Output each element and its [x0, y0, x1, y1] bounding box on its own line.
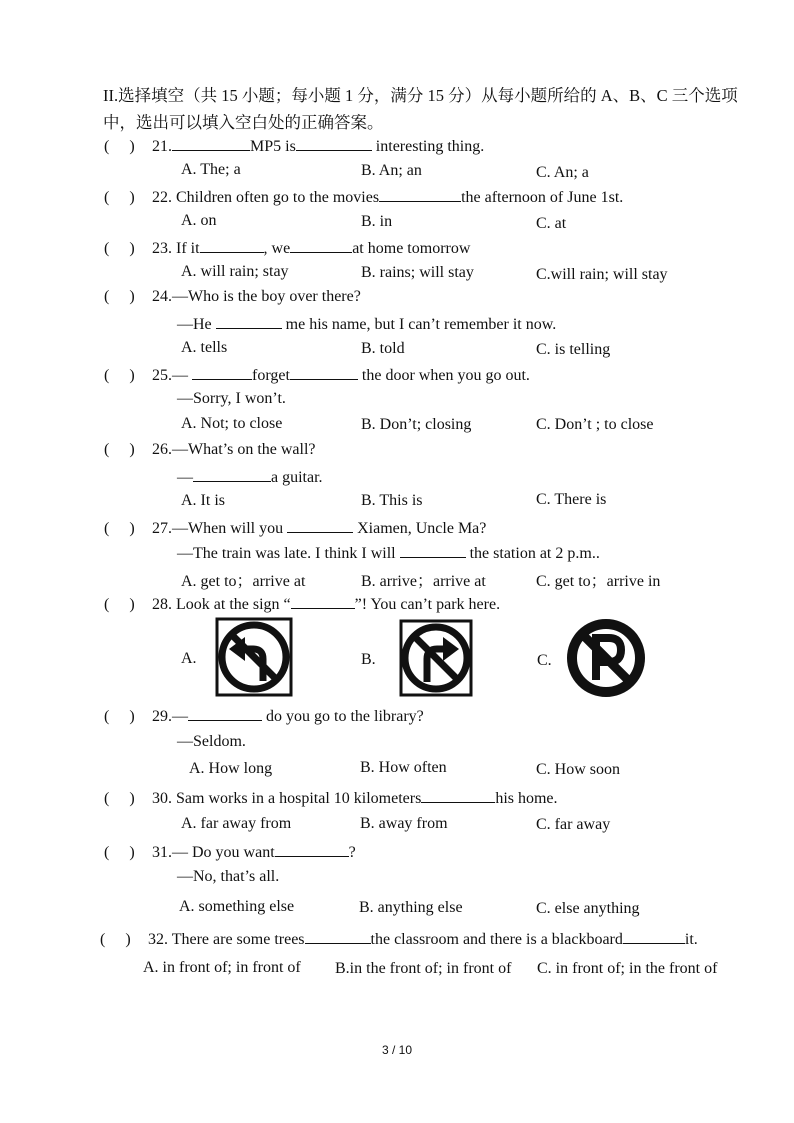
- blank[interactable]: [172, 136, 250, 151]
- answer-paren[interactable]: ( ): [104, 708, 135, 725]
- option-c[interactable]: C. There is: [536, 491, 607, 508]
- option-a[interactable]: A. will rain; stay: [181, 263, 289, 280]
- blank[interactable]: [379, 187, 461, 202]
- blank[interactable]: [287, 518, 353, 533]
- question-32: ( ) 32. There are some trees the classroom and there is a blackboard it.: [100, 931, 698, 948]
- option-a[interactable]: A.: [181, 650, 197, 667]
- blank[interactable]: [193, 467, 271, 482]
- option-a[interactable]: A. tells: [181, 339, 228, 356]
- option-c[interactable]: C. far away: [536, 816, 611, 833]
- question-24: ( ) 24.—Who is the boy over there?: [104, 288, 361, 305]
- option-a[interactable]: A. get to；arrive at: [181, 573, 306, 590]
- question-29-line2: —Seldom.: [177, 733, 246, 750]
- answer-paren[interactable]: ( ): [104, 367, 135, 384]
- option-b[interactable]: B. This is: [361, 492, 423, 509]
- question-22: ( ) 22. Children often go to the movies the afternoon of June 1st.: [104, 189, 624, 206]
- option-a[interactable]: A. The; a: [181, 161, 241, 178]
- question-21: ( ) 21. MP5 is interesting thing.: [104, 138, 485, 155]
- answer-paren[interactable]: ( ): [104, 596, 135, 613]
- section-heading-text: II.选择填空（共 15 小题；每小题 1 分，满分 15 分）从每小题所给的 A、B、C 三个选项中，选出可以填入空白处的正确答案。: [103, 86, 738, 132]
- answer-paren[interactable]: ( ): [104, 288, 135, 305]
- answer-paren[interactable]: ( ): [104, 844, 135, 861]
- option-c[interactable]: C. in front of; in the front of: [537, 960, 718, 977]
- no-right-turn-sign-icon[interactable]: [399, 619, 473, 697]
- option-a[interactable]: A. How long: [189, 760, 273, 777]
- blank[interactable]: [290, 365, 358, 380]
- option-b[interactable]: B. Don’t; closing: [361, 416, 472, 433]
- blank[interactable]: [188, 706, 262, 721]
- option-c[interactable]: C. Don’t ; to close: [536, 416, 654, 433]
- option-c[interactable]: C. get to；arrive in: [536, 573, 661, 590]
- option-b[interactable]: B. in: [361, 213, 393, 230]
- option-a[interactable]: A. on: [181, 212, 217, 229]
- option-c[interactable]: C. at: [536, 215, 567, 232]
- page-number: 3 / 10: [381, 1043, 413, 1057]
- blank[interactable]: [421, 788, 495, 803]
- question-30: ( ) 30. Sam works in a hospital 10 kilometers his home.: [104, 790, 558, 807]
- answer-paren[interactable]: ( ): [104, 441, 135, 458]
- question-25-line2: —Sorry, I won’t.: [177, 390, 286, 407]
- question-28: ( ) 28. Look at the sign “ ”! You can’t park here.: [104, 596, 501, 613]
- option-b[interactable]: B.: [361, 651, 376, 668]
- blank[interactable]: [200, 238, 264, 253]
- option-b[interactable]: B. anything else: [359, 899, 463, 916]
- blank[interactable]: [290, 238, 352, 253]
- answer-paren[interactable]: ( ): [104, 520, 135, 537]
- option-c[interactable]: C. An; a: [536, 164, 589, 181]
- blank[interactable]: [400, 543, 466, 558]
- blank[interactable]: [296, 136, 372, 151]
- option-c[interactable]: C. How soon: [536, 761, 621, 778]
- option-a[interactable]: A. in front of; in front of: [143, 959, 301, 976]
- section-heading: [103, 82, 763, 136]
- option-a[interactable]: A. It is: [181, 492, 225, 509]
- option-b[interactable]: B. away from: [360, 815, 448, 832]
- no-parking-sign-icon[interactable]: [566, 618, 646, 698]
- question-23: ( ) 23. If it , we at home tomorrow: [104, 240, 471, 257]
- blank[interactable]: [275, 842, 349, 857]
- option-b[interactable]: B. told: [361, 340, 405, 357]
- question-24-line2: —He me his name, but I can’t remember it now.: [177, 316, 557, 333]
- no-left-turn-sign-icon[interactable]: [215, 617, 293, 697]
- question-27-line2: —The train was late. I think I will the station at 2 p.m..: [177, 545, 600, 562]
- option-b[interactable]: B. How often: [360, 759, 447, 776]
- answer-paren[interactable]: ( ): [104, 790, 135, 807]
- answer-paren[interactable]: ( ): [100, 931, 131, 948]
- question-27: ( ) 27.—When will you Xiamen, Uncle Ma?: [104, 520, 487, 537]
- answer-paren[interactable]: ( ): [104, 189, 135, 206]
- question-26-line2: — a guitar.: [177, 469, 323, 486]
- question-29: ( ) 29.— do you go to the library?: [104, 708, 424, 725]
- answer-paren[interactable]: ( ): [104, 240, 135, 257]
- option-c[interactable]: C. is telling: [536, 341, 611, 358]
- option-b[interactable]: B.in the front of; in front of: [335, 960, 512, 977]
- option-b[interactable]: B. An; an: [361, 162, 422, 179]
- option-a[interactable]: A. Not; to close: [181, 415, 283, 432]
- blank[interactable]: [291, 594, 355, 609]
- question-25: ( ) 25.— forget the door when you go out.: [104, 367, 530, 384]
- blank[interactable]: [305, 929, 371, 944]
- option-b[interactable]: B. arrive；arrive at: [361, 573, 486, 590]
- blank[interactable]: [216, 314, 282, 329]
- blank[interactable]: [192, 365, 252, 380]
- question-31: ( ) 31.— Do you want ?: [104, 844, 356, 861]
- option-b[interactable]: B. rains; will stay: [361, 264, 474, 281]
- option-c[interactable]: C.: [537, 652, 552, 669]
- answer-paren[interactable]: ( ): [104, 138, 135, 155]
- option-c[interactable]: C.will rain; will stay: [536, 266, 668, 283]
- blank[interactable]: [623, 929, 685, 944]
- option-a[interactable]: A. far away from: [181, 815, 292, 832]
- option-c[interactable]: C. else anything: [536, 900, 640, 917]
- question-31-line2: —No, that’s all.: [177, 868, 280, 885]
- question-26: ( ) 26.—What’s on the wall?: [104, 441, 316, 458]
- option-a[interactable]: A. something else: [179, 898, 295, 915]
